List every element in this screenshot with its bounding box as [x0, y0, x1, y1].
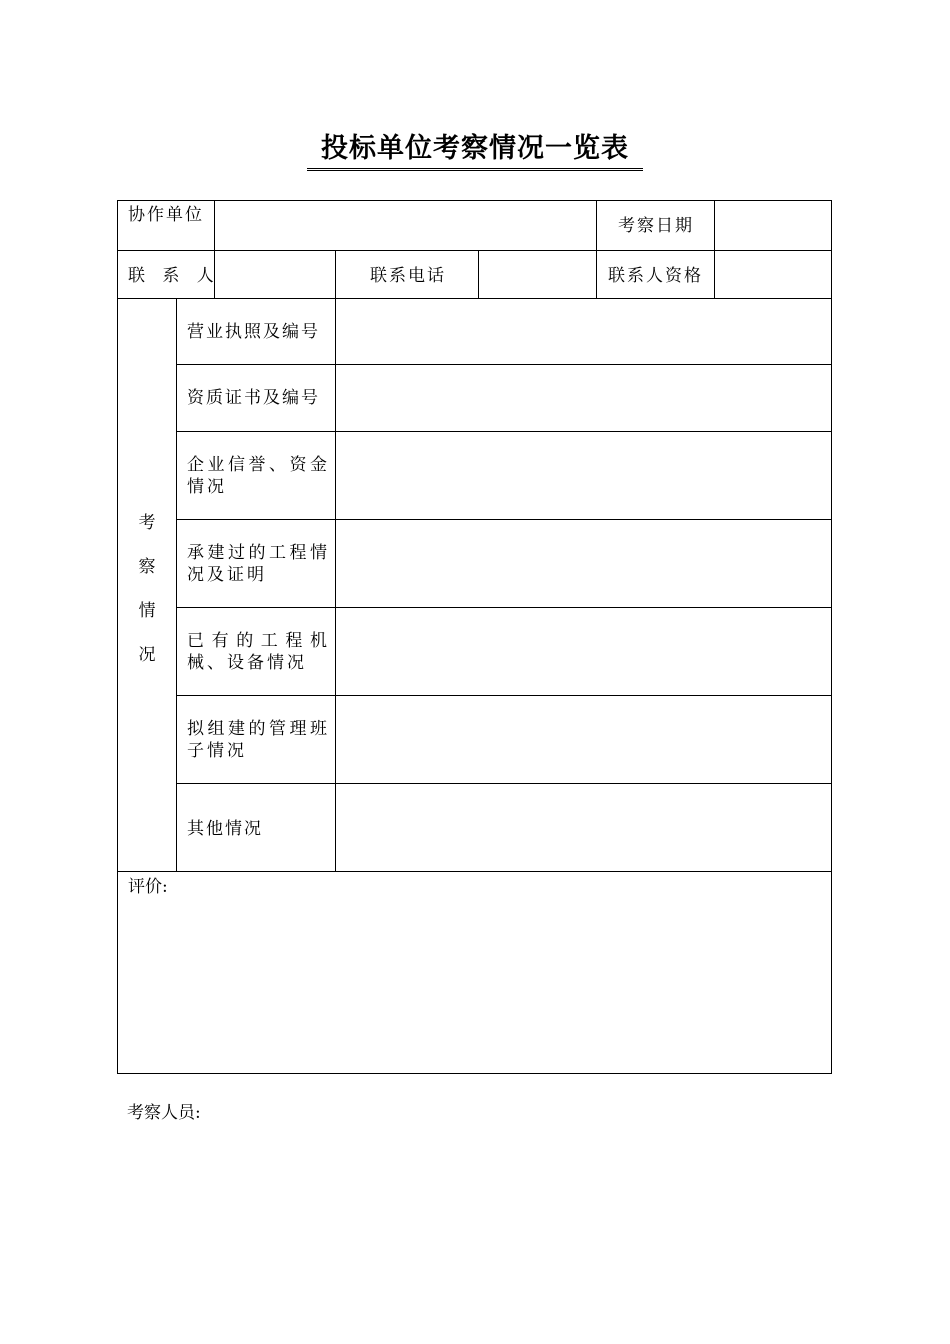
item-past-projects-field[interactable]	[336, 520, 830, 606]
inspectors-label: 考察人员:	[127, 1103, 201, 1123]
contact-field[interactable]	[215, 251, 334, 297]
item-business-license-field[interactable]	[336, 299, 830, 363]
inspection-section-label	[118, 501, 176, 677]
col-divider	[596, 201, 597, 298]
inspection-form	[117, 200, 832, 1074]
item-equipment-field[interactable]	[336, 608, 830, 694]
item-past-projects-label: 承建过的工程情况及证明	[187, 543, 330, 585]
item-other-label: 其他情况	[187, 819, 263, 839]
col-divider	[176, 298, 177, 871]
section-label-char: 况	[138, 645, 156, 665]
item-equipment-label: 已有的工程机械、设备情况	[187, 631, 330, 673]
evaluation-label: 评价:	[128, 877, 168, 897]
qualification-field[interactable]	[715, 251, 830, 297]
phone-label: 联系电话	[370, 266, 446, 286]
date-label: 考察日期	[618, 216, 694, 236]
unit-label: 协作单位	[128, 205, 204, 225]
contact-label: 联 系 人	[128, 266, 220, 286]
unit-field[interactable]	[215, 202, 595, 249]
date-field[interactable]	[715, 202, 830, 249]
document-title: 投标单位考察情况一览表	[307, 133, 643, 171]
item-management-team-label: 拟组建的管理班子情况	[187, 719, 330, 761]
evaluation-field[interactable]	[128, 901, 823, 1066]
col-divider	[335, 250, 336, 298]
item-business-license-label: 营业执照及编号	[187, 322, 320, 342]
section-label-char: 察	[138, 557, 156, 577]
section-label-char: 考	[138, 513, 156, 533]
qualification-label: 联系人资格	[608, 266, 703, 286]
item-management-team-field[interactable]	[336, 696, 830, 782]
phone-field[interactable]	[479, 251, 595, 297]
row-divider	[118, 871, 831, 872]
item-credit-funds-field[interactable]	[336, 432, 830, 518]
item-credit-funds-label: 企业信誉、资金情况	[187, 455, 330, 497]
title-wrap	[0, 133, 950, 171]
section-label-char: 情	[138, 601, 156, 621]
item-qualification-cert-field[interactable]	[336, 365, 830, 430]
item-qualification-cert-label: 资质证书及编号	[187, 388, 320, 408]
item-other-field[interactable]	[336, 784, 830, 870]
